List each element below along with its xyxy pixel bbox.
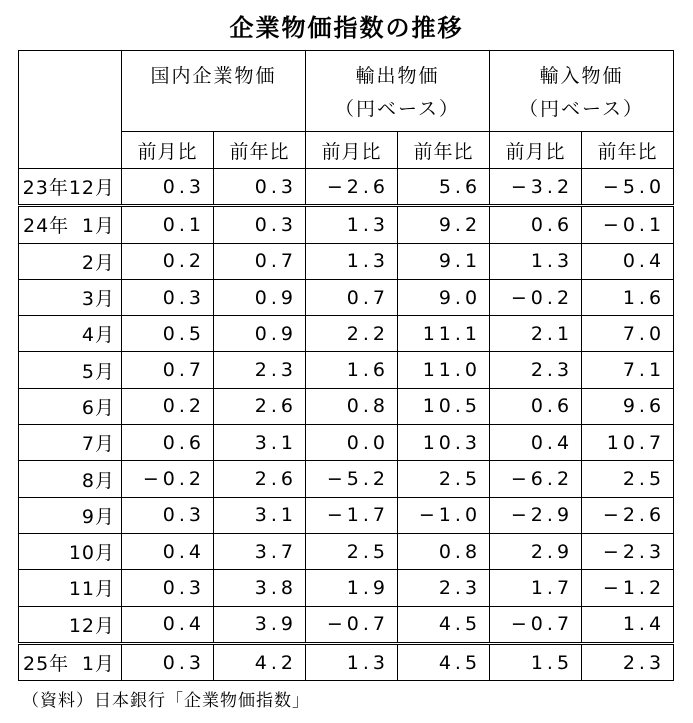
table-cell: 0.0 [306, 425, 398, 461]
table-cell: 0.3 [122, 497, 214, 533]
table-cell: 0.3 [122, 169, 214, 206]
table-cell: 0.4 [582, 243, 674, 279]
table-cell: 3.8 [214, 570, 306, 606]
table-cell: 1.5 [490, 643, 582, 680]
table-row [19, 606, 674, 643]
table-cell: −2.6 [582, 497, 674, 533]
column-header: 前月比 [122, 132, 214, 169]
table-cell: 7.0 [582, 316, 674, 352]
row-label: 7月 [19, 425, 122, 461]
table-cell: 3.1 [214, 497, 306, 533]
table-cell: 0.8 [306, 388, 398, 424]
table-cell: 1.3 [306, 643, 398, 680]
group-subheader-domestic [122, 92, 306, 132]
row-label [19, 206, 122, 243]
table-row [19, 169, 674, 206]
table-cell: 10.5 [398, 388, 490, 424]
column-header: 前年比 [398, 132, 490, 169]
row-label: 4月 [19, 316, 122, 352]
table-cell: −5.0 [582, 169, 674, 206]
table-row [19, 316, 674, 352]
table-cell: 0.7 [306, 279, 398, 315]
table-cell: 0.4 [122, 533, 214, 569]
table-cell: 3.7 [214, 533, 306, 569]
table-cell: 11.1 [398, 316, 490, 352]
table-cell: 4.2 [214, 643, 306, 680]
table-row [19, 352, 674, 388]
row-label-month: 1月 [81, 215, 115, 238]
table-row [19, 497, 674, 533]
table-cell: −3.2 [490, 169, 582, 206]
table-cell: 9.2 [398, 206, 490, 243]
table-cell: 2.3 [490, 352, 582, 388]
table-cell: 0.7 [214, 243, 306, 279]
table-row [19, 243, 674, 279]
table-cell: 0.3 [122, 643, 214, 680]
table-cell: 0.4 [490, 425, 582, 461]
row-label: 2月 [19, 243, 122, 279]
table-cell: 0.6 [490, 206, 582, 243]
table-cell: 10.3 [398, 425, 490, 461]
row-label: 23年12月 [19, 169, 122, 206]
table-cell: −0.2 [122, 461, 214, 497]
table-cell: 0.3 [214, 169, 306, 206]
table-cell: −0.1 [582, 206, 674, 243]
row-label: 9月 [19, 497, 122, 533]
table-cell: −0.7 [490, 606, 582, 643]
row-label-year: 24年 [23, 215, 70, 238]
row-label: 8月 [19, 461, 122, 497]
row-label: 6月 [19, 388, 122, 424]
table-cell: 1.3 [490, 243, 582, 279]
table-cell: 2.5 [582, 461, 674, 497]
table-cell: 0.3 [122, 570, 214, 606]
group-header-domestic: 国内企業物価 [122, 51, 306, 93]
table-cell: 7.1 [582, 352, 674, 388]
table-cell: 2.6 [214, 461, 306, 497]
table-cell: −5.2 [306, 461, 398, 497]
table-row [19, 206, 674, 243]
row-label-month: 1月 [81, 653, 115, 675]
table-cell: 2.5 [306, 533, 398, 569]
row-label: 11月 [19, 570, 122, 606]
table-cell: 1.3 [306, 243, 398, 279]
table-cell: 0.2 [122, 388, 214, 424]
table-row [19, 570, 674, 606]
table-cell: 1.7 [490, 570, 582, 606]
column-header: 前月比 [490, 132, 582, 169]
table-cell: 1.4 [582, 606, 674, 643]
table-cell: 1.6 [306, 352, 398, 388]
source-note: （資料）日本銀行「企業物価指数」 [22, 691, 310, 711]
column-header: 前年比 [214, 132, 306, 169]
table-cell: 3.9 [214, 606, 306, 643]
table-cell: −1.2 [582, 570, 674, 606]
row-label: 3月 [19, 279, 122, 315]
group-subheader-import: （円ベース） [490, 92, 674, 132]
page-title: 企業物価指数の推移 [229, 14, 464, 42]
table-cell: 11.0 [398, 352, 490, 388]
corner-cell [19, 51, 122, 169]
table-cell: 0.6 [122, 425, 214, 461]
table-row [19, 388, 674, 424]
table-row [19, 461, 674, 497]
table-cell: 0.7 [122, 352, 214, 388]
table-cell: 9.6 [582, 388, 674, 424]
table-cell: −1.0 [398, 497, 490, 533]
price-index-table [18, 50, 674, 681]
table-cell: 2.3 [582, 643, 674, 680]
group-subheader-export: （円ベース） [306, 92, 490, 132]
column-header: 前年比 [582, 132, 674, 169]
table-cell: 4.5 [398, 606, 490, 643]
table-cell: 2.1 [490, 316, 582, 352]
table-row [19, 425, 674, 461]
table-cell: −1.7 [306, 497, 398, 533]
row-label: 10月 [19, 533, 122, 569]
table-row [19, 279, 674, 315]
table-cell: 2.2 [306, 316, 398, 352]
table-cell: 10.7 [582, 425, 674, 461]
table-cell: −6.2 [490, 461, 582, 497]
row-label-year: 25年 [23, 653, 70, 675]
table-cell: 0.1 [122, 206, 214, 243]
table-cell: 3.1 [214, 425, 306, 461]
table-cell: −0.7 [306, 606, 398, 643]
table-cell: 0.3 [214, 206, 306, 243]
table-cell: 0.5 [122, 316, 214, 352]
group-header-export: 輸出物価 [306, 51, 490, 93]
table-cell: 9.0 [398, 279, 490, 315]
table-cell: 0.8 [398, 533, 490, 569]
row-label: 12月 [19, 606, 122, 643]
table-cell: 2.3 [398, 570, 490, 606]
table-cell: −2.9 [490, 497, 582, 533]
table-cell: 0.9 [214, 316, 306, 352]
table-cell: 2.6 [214, 388, 306, 424]
table-row [19, 643, 674, 680]
table-cell: 0.6 [490, 388, 582, 424]
column-header: 前月比 [306, 132, 398, 169]
row-label: 5月 [19, 352, 122, 388]
table-cell: −2.3 [582, 533, 674, 569]
table-cell: 0.3 [122, 279, 214, 315]
table-cell: −0.2 [490, 279, 582, 315]
table-cell: 2.9 [490, 533, 582, 569]
table-cell: 0.4 [122, 606, 214, 643]
table-row [19, 533, 674, 569]
table-cell: 0.2 [122, 243, 214, 279]
table-cell: −2.6 [306, 169, 398, 206]
table-cell: 5.6 [398, 169, 490, 206]
table-cell: 2.5 [398, 461, 490, 497]
table-cell: 1.3 [306, 206, 398, 243]
table-cell: 2.3 [214, 352, 306, 388]
table-cell: 1.9 [306, 570, 398, 606]
table-cell: 9.1 [398, 243, 490, 279]
group-header-import: 輸入物価 [490, 51, 674, 93]
table-cell: 4.5 [398, 643, 490, 680]
table-cell: 0.9 [214, 279, 306, 315]
row-label [19, 643, 122, 680]
table-cell: 1.6 [582, 279, 674, 315]
